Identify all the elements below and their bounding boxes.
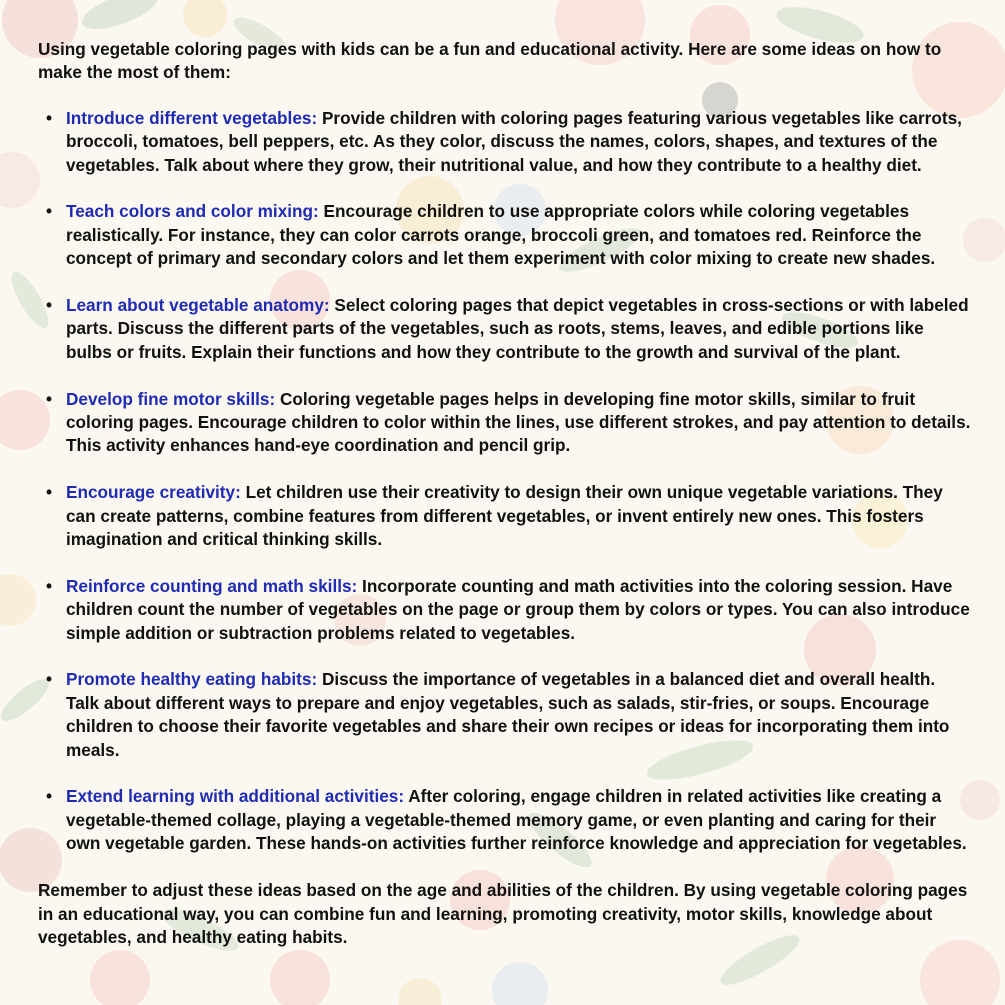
list-item [66, 294, 973, 364]
list-item [66, 481, 973, 551]
flower-icon [90, 950, 150, 1005]
list-item [66, 388, 973, 458]
flower-icon [0, 574, 36, 626]
flower-icon [920, 940, 1000, 1005]
article [38, 38, 973, 949]
intro-paragraph: Using vegetable coloring pages with kids can be a fun and educational activity. Here are some ideas on how to make the most of them: [38, 39, 942, 83]
idea-text: Incorporate counting and math activities into the coloring session. Have children count the number of vegetables on the page or group them by colors or types. You can also introduce simple addition or subtraction problems related to vegetables. [66, 575, 970, 643]
idea-heading: Develop fine motor skills: [66, 388, 276, 409]
list-item [66, 785, 973, 855]
idea-text: Select coloring pages that depict vegetables in cross-sections or with labeled parts. Discuss the different parts of the vegetables, such as roots, stems, leaves, and edible portions like bulbs or fruits. Explain their functions and how they contribute to the growth and survival of the plant. [66, 295, 969, 362]
list-item [66, 668, 973, 762]
flower-icon [183, 0, 227, 37]
ideas-list [38, 107, 973, 856]
list-item [66, 200, 973, 270]
flower-icon [0, 152, 40, 208]
closing-paragraph: Remember to adjust these ideas based on the age and abilities of the children. By using vegetable coloring pages in an educational way, you can combine fun and learning, promoting creativity, motor skills, knowledge about vegetables, and healthy eating habits. [38, 880, 968, 947]
idea-heading: Extend learning with additional activities: [66, 786, 405, 807]
flower-icon [398, 978, 442, 1005]
idea-heading: Introduce different vegetables: [66, 107, 318, 128]
idea-text: Coloring vegetable pages helps in developing fine motor skills, similar to fruit coloring pages. Encourage children to color within the lines, use different strokes, and pay attention to details. This activity enhances hand-eye coordination and pencil grip. [66, 388, 971, 456]
idea-text: After coloring, engage children in related activities like creating a vegetable-themed collage, playing a vegetable-themed memory game, or even planting and caring for their own vegetable garden. These hands-on activities further reinforce knowledge and appreciation for vegetables. [66, 786, 967, 854]
idea-text: Provide children with coloring pages featuring various vegetables like carrots, broccoli, tomatoes, bell peppers, etc. As they color, discuss the names, colors, shapes, and textures of the vegetables. Talk about where they grow, their nutritional value, and how they contribute to a healthy diet. [66, 107, 962, 175]
leaf-icon [78, 0, 163, 37]
list-item [66, 107, 973, 177]
idea-heading: Encourage creativity: [66, 482, 241, 503]
idea-text: Let children use their creativity to design their own unique vegetable variations. They can create patterns, combine features from different vegetables, or invent entirely new ones. This fosters imagination and critical thinking skills. [66, 482, 943, 550]
idea-heading: Teach colors and color mixing: [66, 201, 319, 222]
idea-heading: Reinforce counting and math skills: [66, 575, 358, 596]
list-item [66, 575, 973, 645]
idea-heading: Promote healthy eating habits: [66, 669, 318, 690]
idea-heading: Learn about vegetable anatomy: [66, 295, 330, 316]
flower-icon [492, 962, 548, 1005]
idea-text: Encourage children to use appropriate colors while coloring vegetables realistically. For instance, they can color carrots orange, broccoli green, and tomatoes red. Reinforce the concept of primary and secondary colors and let them experiment with color mixing to create new shades. [66, 201, 936, 269]
idea-text: Discuss the importance of vegetables in a balanced diet and overall health. Talk about different ways to prepare and enjoy vegetables, such as salads, stir-fries, or soups. Encourage children to choose their favorite vegetables and share their own recipes or ideas for incorporating them into meals. [66, 669, 950, 760]
flower-icon [270, 950, 330, 1005]
